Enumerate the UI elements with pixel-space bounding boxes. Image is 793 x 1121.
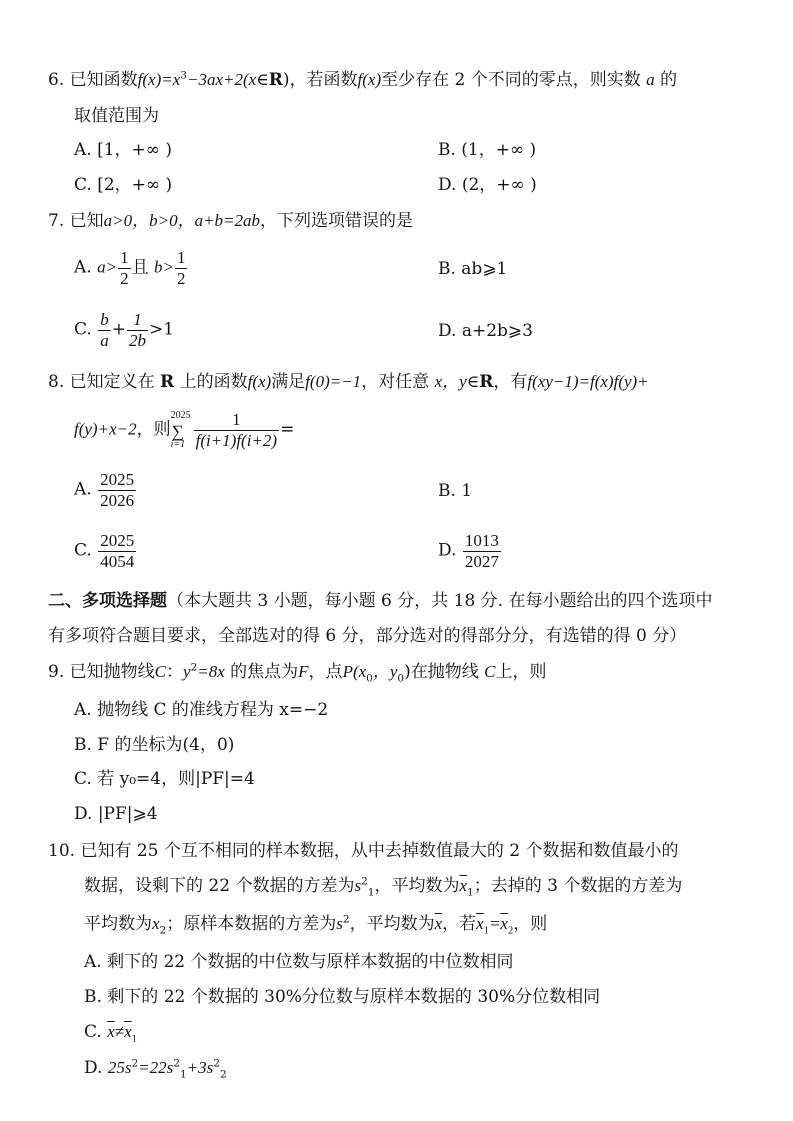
q9-text-e: 在抛物线 (410, 662, 479, 682)
q10-text-3d: ，若 (442, 914, 477, 934)
frac-den: 2 (120, 268, 129, 288)
frac-den: 4054 (100, 551, 135, 571)
frac-num: 1013 (464, 531, 499, 550)
q7-c-label: C. (74, 319, 92, 340)
q8-sum-frac (194, 410, 279, 450)
q6-func-lhs: f(x) (137, 70, 162, 89)
q10-text-3e: ，则 (513, 914, 548, 934)
q8-eq-continued: f(y)+x−2 (74, 419, 137, 439)
q8-option-c (74, 531, 137, 571)
q9-text-f: 上，则 (495, 662, 547, 682)
q7-c-frac2 (127, 310, 148, 350)
q6-option-a: A. [1，+∞ ) (74, 140, 172, 160)
q10-number: 10. (48, 841, 76, 861)
q9-text-d: ，点 (308, 662, 343, 682)
q7-a-frac1 (118, 248, 131, 288)
q10-s1: s (354, 876, 362, 895)
q8-text-a: 上的函数 (179, 372, 248, 392)
q9-text-c: 的焦点为 (230, 662, 299, 682)
frac-den: f(i+1)f(i+2) (195, 430, 278, 450)
q7-text-end: ，下列选项错误的是 (260, 211, 414, 231)
q7-option-a (74, 248, 188, 288)
q8-d-frac (463, 531, 501, 571)
q8-a-label: A. (74, 479, 92, 500)
q8-text-b: 满足 (271, 372, 306, 392)
frac-num: 1 (133, 310, 142, 329)
q8-text-c: ，对任意 (361, 372, 430, 392)
q9-eq-rest: =8x (197, 662, 225, 681)
q9-option-d: D. |PF|⩾4 (74, 804, 158, 824)
q6-option-c: C. [2，+∞ ) (74, 175, 173, 195)
q6-var-a: a (646, 70, 655, 89)
q6-real-set: R (268, 70, 283, 90)
q6-text-tail: 的 (660, 70, 678, 90)
frac-den: 2027 (464, 551, 499, 571)
q6-func2: f(x) (357, 70, 382, 89)
q7-option-b: B. ab⩾1 (438, 259, 508, 279)
q8-text-d: ，有 (493, 372, 528, 392)
q6-func-eq: =x (161, 70, 181, 89)
frac-den: 2b (128, 330, 146, 350)
q8-option-d (438, 531, 502, 571)
q8-stem-line1 (48, 372, 649, 392)
frac-den: 2026 (100, 490, 135, 510)
q10-xbar: $\overline{x}$ (434, 914, 443, 933)
frac-num: 1 (176, 248, 186, 267)
q9-colon: ： (165, 662, 183, 682)
q7-a-rhs: b> (153, 257, 174, 277)
q10-text-2b: ，平均数为 (374, 876, 460, 896)
q6-text-end: 至少存在 2 个不同的零点，则实数 (381, 70, 641, 90)
q7-c-plus: + (111, 319, 126, 340)
frac-num: 2025 (100, 470, 135, 489)
frac-den: 2 (176, 268, 186, 288)
q10-d-eq3: +3s (186, 1058, 214, 1077)
q10-xbar1: $\overline{x}$ (459, 876, 468, 895)
sum-upper: 2025 (170, 410, 191, 422)
q6-stem-line1 (48, 70, 677, 90)
q7-a-frac2 (175, 248, 188, 288)
q8-f0: f(0)=−1 (305, 372, 362, 391)
q8-real-set: R (160, 372, 175, 392)
q9-sub1: 0 (397, 672, 405, 685)
q7-c-frac1 (98, 310, 111, 350)
q7-a-lhs: a> (97, 257, 118, 277)
section2-line2: 有多项符合题目要求，全部选对的得 6 分，部分选对的得部分分，有选错的得 0 分） (48, 626, 687, 646)
q10-option-b: B. 剩下的 22 个数据的 30%分位数与原样本数据的 30%分位数相同 (84, 987, 601, 1007)
q7-condition: a>0，b>0，a+b=2ab (103, 211, 261, 230)
q6-option-b: B. (1，+∞ ) (438, 140, 537, 160)
q6-number: 6. (48, 70, 65, 90)
q6-func-exp: 3 (180, 69, 187, 82)
section2-desc: （本大题共 3 小题，每小题 6 分，共 18 分. 在每小题给出的四个选项中 (167, 591, 713, 611)
q9-point-end: ) (404, 662, 411, 682)
q10-option-d: D. $25s^2=22s^2_1+3s^2_2$ (84, 1057, 227, 1081)
q9-number: 9. (48, 662, 65, 682)
q8-text-then: ，则 (136, 419, 171, 440)
q9-option-a: A. 抛物线 C 的准线方程为 x=−2 (74, 700, 329, 720)
q9-focus: F (298, 662, 309, 681)
q8-c-frac (98, 531, 136, 571)
q8-xy: x，y∈ (434, 372, 480, 391)
q8-fx: f(x) (247, 372, 272, 391)
q8-d-label: D. (438, 540, 457, 561)
q10-text-2c: ；去掉的 3 个数据的方差为 (473, 876, 683, 896)
q8-stem-line2 (74, 410, 294, 450)
q10-stem-line1 (48, 841, 679, 861)
q6-text-mid: ，若函数 (289, 70, 358, 90)
q10-text-3b: ；原样本数据的方差为 (166, 914, 337, 934)
sum-sigma: ∑ (171, 422, 184, 442)
section2-title: 二、多项选择题 (48, 591, 167, 611)
q10-x2: x (152, 914, 160, 933)
q9-option-c: C. 若 y₀=4，则|PF|=4 (74, 769, 255, 789)
q6-func-rest: −3ax+2(x∈ (186, 70, 269, 89)
q6-option-d: D. (2，+∞ ) (438, 175, 537, 195)
q8-text: 已知定义在 (69, 372, 155, 392)
q7-option-d: D. a+2b⩾3 (438, 321, 533, 341)
q7-number: 7. (48, 211, 65, 231)
q6-stem-line2: 取值范围为 (74, 106, 159, 126)
q8-option-b: B. 1 (438, 481, 473, 501)
section2-line1 (48, 591, 713, 611)
q10-text-3a: 平均数为 (84, 914, 152, 934)
frac-num: 1 (120, 248, 129, 267)
q8-summation (171, 410, 191, 450)
q9-curve: C (154, 662, 166, 681)
frac-num: b (100, 310, 109, 329)
q9-text-a: 已知抛物线 (69, 662, 155, 682)
q9-curve-2: C (484, 662, 496, 681)
frac-den: a (100, 330, 109, 350)
q9-point: P(x (342, 662, 367, 681)
q9-point-mid: ，y (372, 662, 398, 681)
q9-stem (48, 661, 547, 685)
q10-s: s (336, 914, 343, 933)
q8-functional-eq: f(xy−1)=f(x)f(y)+ (527, 372, 649, 391)
q6-text: 已知函数 (69, 70, 138, 90)
q8-real-set-2: R (479, 372, 494, 392)
q7-text: 已知 (69, 211, 104, 231)
q9-option-b: B. F 的坐标为(4，0) (74, 735, 235, 755)
q10-stem-line2: 数据，设剩下的 22 个数据的方差为$s^2_1$，平均数为$\overline{x}_1$；去掉的 3 个数据的方差为 (84, 875, 683, 899)
q9-eq-exp: 2 (190, 661, 198, 674)
frac-num: 1 (232, 410, 241, 429)
sum-lower: i=1 (170, 439, 186, 451)
q10-stem-line3: 平均数为$x_2$；原样本数据的方差为$s^2$，平均数为$\overline{x}$，若$\overline{x}_1=\overline{x}_2$，则 (84, 913, 548, 937)
q7-c-gt: >1 (148, 319, 175, 340)
frac-num: 2025 (100, 531, 135, 550)
q8-a-frac (98, 470, 136, 510)
q8-option-a (74, 470, 137, 510)
q10-text-3c: ，平均数为 (349, 914, 435, 934)
q10-text-1: 已知有 25 个互不相同的样本数据，从中去掉数值最大的 2 个数据和数值最小的 (80, 841, 679, 861)
q7-a-label: A. (74, 257, 92, 278)
q9-sub0: 0 (366, 672, 373, 685)
q10-d-label: D. (84, 1058, 103, 1078)
q8-c-label: C. (74, 540, 92, 561)
q10-text-2a: 数据，设剩下的 22 个数据的方差为 (84, 876, 355, 896)
q10-d-eq1: 25s (107, 1058, 132, 1077)
q10-option-c: C. $\overline{x}\ne\overline{x}_1$ (84, 1022, 137, 1045)
q7-option-c (74, 310, 174, 350)
q9-eq-y: y (182, 662, 191, 681)
q7-a-and: 且 (131, 257, 149, 278)
q7-stem (48, 211, 413, 231)
q6-paren: ) (282, 70, 290, 90)
q8-eq-sign: = (280, 419, 295, 440)
q10-d-eq2: =22s (138, 1058, 174, 1077)
q10-option-a: A. 剩下的 22 个数据的中位数与原样本数据的中位数相同 (84, 952, 514, 972)
q10-c-label: C. (84, 1022, 102, 1042)
q8-number: 8. (48, 372, 65, 392)
